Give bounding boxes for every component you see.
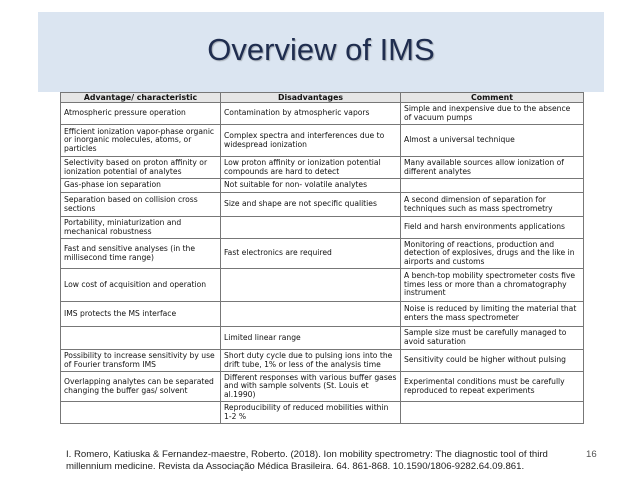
table-row (61, 239, 584, 269)
comment-cell: Field and harsh environments applications (401, 217, 584, 239)
advantage-cell: Atmospheric pressure operation (61, 103, 221, 125)
disadvantage-cell: Size and shape are not specific qualities (221, 193, 401, 217)
comment-cell: Sensitivity could be higher without pulsing (401, 350, 584, 372)
page-number: 16 (586, 449, 597, 460)
comment-cell (401, 179, 584, 193)
table-row (61, 327, 584, 350)
disadvantage-cell: Reproducibility of reduced mobilities within 1-2 % (221, 402, 401, 424)
comment-cell: Noise is reduced by limiting the material that enters the mass spectrometer (401, 302, 584, 327)
comment-cell: Experimental conditions must be carefully reproduced to repeat experiments (401, 372, 584, 402)
table-row (61, 157, 584, 179)
table-header-row (61, 93, 584, 103)
table-row (61, 103, 584, 125)
citation-line-1: I. Romero, Katiuska & Fernandez-maestre, Roberto. (2018). Ion mobility spectrometry: The diagnostic tool of third (66, 449, 548, 460)
advantage-cell: Fast and sensitive analyses (in the millisecond time range) (61, 239, 221, 269)
advantage-cell: Low cost of acquisition and operation (61, 269, 221, 302)
header-comment: Comment (401, 93, 584, 103)
disadvantage-cell: Contamination by atmospheric vapors (221, 103, 401, 125)
disadvantage-cell: Complex spectra and interferences due to widespread ionization (221, 125, 401, 157)
table-row (61, 193, 584, 217)
disadvantage-cell (221, 302, 401, 327)
table-row (61, 179, 584, 193)
citation-line-2: millennium medicine. Revista da Associação Médica Brasileira. 64. 861-868. 10.1590/1806-9282.64.09.861. (66, 461, 525, 472)
advantage-cell: Possibility to increase sensitivity by use of Fourier transform IMS (61, 350, 221, 372)
comment-cell: Simple and inexpensive due to the absence of vacuum pumps (401, 103, 584, 125)
comment-cell: Many available sources allow ionization of different analytes (401, 157, 584, 179)
table-row (61, 269, 584, 302)
table-row (61, 125, 584, 157)
comment-cell: A second dimension of separation for techniques such as mass spectrometry (401, 193, 584, 217)
disadvantage-cell: Not suitable for non- volatile analytes (221, 179, 401, 193)
table-row (61, 302, 584, 327)
comment-cell (401, 402, 584, 424)
disadvantage-cell: Limited linear range (221, 327, 401, 350)
advantage-cell: Overlapping analytes can be separated changing the buffer gas/ solvent (61, 372, 221, 402)
header-advantage: Advantage/ characteristic (61, 93, 221, 103)
slide-title: Overview of IMS (207, 32, 435, 67)
comment-cell: A bench-top mobility spectrometer costs five times less or more than a chromatography instrument (401, 269, 584, 302)
header-disadvantages: Disadvantages (221, 93, 401, 103)
disadvantage-cell (221, 217, 401, 239)
advantage-cell: Separation based on collision cross sections (61, 193, 221, 217)
disadvantage-cell: Short duty cycle due to pulsing ions into the drift tube, 1% or less of the analysis time (221, 350, 401, 372)
comment-cell: Almost a universal technique (401, 125, 584, 157)
table-row (61, 372, 584, 402)
citation (66, 449, 566, 473)
table-row (61, 217, 584, 239)
comment-cell: Monitoring of reactions, production and detection of explosives, drugs and the like in airports and customs (401, 239, 584, 269)
disadvantage-cell (221, 269, 401, 302)
disadvantage-cell: Fast electronics are required (221, 239, 401, 269)
advantage-cell: Gas-phase ion separation (61, 179, 221, 193)
advantage-cell (61, 402, 221, 424)
ims-comparison-table (60, 92, 584, 424)
advantage-cell: Portability, miniaturization and mechanical robustness (61, 217, 221, 239)
table-row (61, 350, 584, 372)
advantage-cell: IMS protects the MS interface (61, 302, 221, 327)
advantage-cell: Selectivity based on proton affinity or ionization potential of analytes (61, 157, 221, 179)
advantage-cell: Efficient ionization vapor-phase organic or inorganic molecules, atoms, or particles (61, 125, 221, 157)
comment-cell: Sample size must be carefully managed to avoid saturation (401, 327, 584, 350)
disadvantage-cell: Different responses with various buffer gases and with sample solvents (St. Louis et al.1990) (221, 372, 401, 402)
disadvantage-cell: Low proton affinity or ionization potential compounds are hard to detect (221, 157, 401, 179)
advantage-cell (61, 327, 221, 350)
table-row (61, 402, 584, 424)
